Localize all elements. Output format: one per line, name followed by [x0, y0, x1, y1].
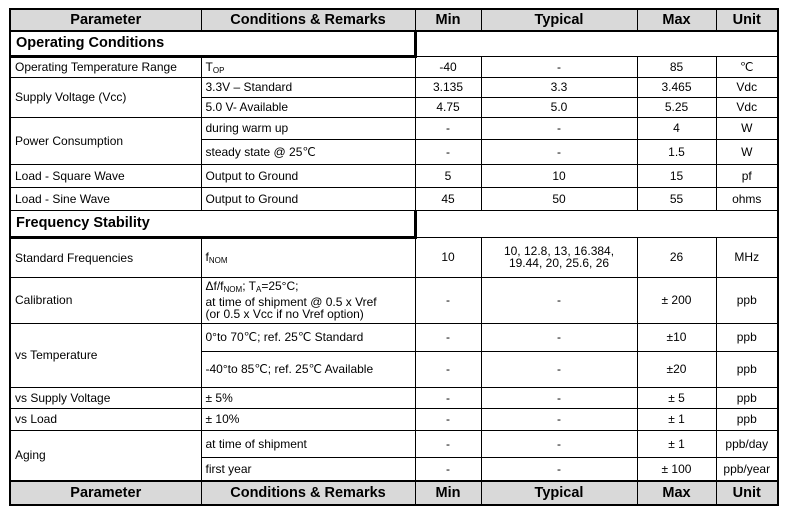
table-row [10, 187, 778, 210]
unit-cell: W [716, 139, 778, 164]
section-filler [415, 210, 778, 237]
max-cell: 55 [637, 187, 716, 210]
min-cell: -40 [415, 56, 481, 77]
typical-cell: 50 [481, 187, 637, 210]
condition-cell [201, 277, 415, 323]
typical-cell: 3.3 [481, 77, 637, 97]
typical-cell: - [481, 139, 637, 164]
condition-cell: steady state @ 25℃ [201, 139, 415, 164]
min-cell: 10 [415, 237, 481, 277]
table-row [10, 408, 778, 430]
condition-cell: 0°to 70℃; ref. 25℃ Standard [201, 323, 415, 351]
condition-line [206, 280, 411, 296]
col-footer-unit: Unit [716, 481, 778, 505]
condition-line: (or 0.5 x Vcc if no Vref option) [205, 307, 364, 321]
typical-cell: 5.0 [481, 97, 637, 117]
section-row-frequency [10, 210, 778, 237]
col-footer-typical: Typical [481, 481, 637, 505]
condition-subscript: OP [212, 65, 225, 75]
condition-cell: Output to Ground [201, 187, 415, 210]
table-row [10, 387, 778, 408]
unit-cell: ℃ [716, 56, 778, 77]
unit-cell: W [716, 117, 778, 139]
param-cell: Aging [10, 430, 201, 481]
condition-cell [201, 56, 415, 77]
section-row-operating [10, 31, 778, 56]
typical-cell: - [481, 56, 637, 77]
condition-text: =25°C; [261, 279, 299, 293]
min-cell: - [415, 323, 481, 351]
condition-cell: 3.3V – Standard [201, 77, 415, 97]
unit-cell: Vdc [716, 77, 778, 97]
table-row [10, 430, 778, 457]
min-cell: - [415, 457, 481, 481]
param-cell: Load - Square Wave [10, 164, 201, 187]
col-header-min: Min [415, 9, 481, 31]
max-cell: 85 [637, 56, 716, 77]
unit-cell: pf [716, 164, 778, 187]
condition-cell [201, 237, 415, 277]
section-title-frequency: Frequency Stability [10, 210, 415, 237]
param-cell: Operating Temperature Range [10, 56, 201, 77]
col-footer-max: Max [637, 481, 716, 505]
condition-subscript: A [255, 285, 262, 294]
typical-cell: - [481, 117, 637, 139]
condition-cell: during warm up [201, 117, 415, 139]
max-cell: 1.5 [637, 139, 716, 164]
max-cell: ±20 [637, 351, 716, 387]
col-header-unit: Unit [716, 9, 778, 31]
min-cell: - [415, 351, 481, 387]
param-cell: vs Supply Voltage [10, 387, 201, 408]
min-cell: - [415, 117, 481, 139]
min-cell: 3.135 [415, 77, 481, 97]
header-row-bottom [10, 481, 778, 505]
col-footer-parameter: Parameter [10, 481, 201, 505]
typical-cell: - [481, 457, 637, 481]
max-cell: ± 1 [637, 408, 716, 430]
max-cell: ± 5 [637, 387, 716, 408]
specifications-table [9, 8, 779, 506]
table-row [10, 164, 778, 187]
col-footer-conditions: Conditions & Remarks [201, 481, 415, 505]
min-cell: - [415, 387, 481, 408]
table-row [10, 237, 778, 277]
condition-cell: Output to Ground [201, 164, 415, 187]
typical-cell: - [481, 387, 637, 408]
condition-cell: ± 5% [201, 387, 415, 408]
max-cell: 26 [637, 237, 716, 277]
max-cell: ± 200 [637, 277, 716, 323]
condition-cell: -40°to 85℃; ref. 25℃ Available [201, 351, 415, 387]
section-title-operating: Operating Conditions [10, 31, 415, 56]
col-header-conditions: Conditions & Remarks [201, 9, 415, 31]
condition-cell: at time of shipment [201, 430, 415, 457]
condition-cell: ± 10% [201, 408, 415, 430]
unit-cell: ppb [716, 277, 778, 323]
unit-cell: ppb [716, 387, 778, 408]
header-row-top [10, 9, 778, 31]
param-cell: Calibration [10, 277, 201, 323]
max-cell: ±10 [637, 323, 716, 351]
unit-cell: Vdc [716, 97, 778, 117]
unit-cell: ppb [716, 323, 778, 351]
col-footer-min: Min [415, 481, 481, 505]
condition-subscript: NOM [208, 256, 228, 265]
max-cell: ± 1 [637, 430, 716, 457]
unit-cell: MHz [716, 237, 778, 277]
table-row [10, 323, 778, 351]
col-header-typical: Typical [481, 9, 637, 31]
min-cell: 5 [415, 164, 481, 187]
table-row [10, 77, 778, 97]
table-row [10, 117, 778, 139]
param-cell: vs Load [10, 408, 201, 430]
unit-cell: ohms [716, 187, 778, 210]
condition-text: f [205, 250, 209, 264]
param-cell: Standard Frequencies [10, 237, 201, 277]
max-cell: ± 100 [637, 457, 716, 481]
param-cell: Load - Sine Wave [10, 187, 201, 210]
typical-cell: 10 [481, 164, 637, 187]
condition-text: Δf/f [205, 279, 224, 293]
typical-cell: - [481, 351, 637, 387]
table-row [10, 56, 778, 77]
typical-line: 19.44, 20, 25.6, 26 [508, 256, 610, 270]
typical-cell: - [481, 430, 637, 457]
min-cell: 45 [415, 187, 481, 210]
typical-cell [481, 237, 637, 277]
section-filler [415, 31, 778, 56]
param-cell: Supply Voltage (Vcc) [10, 77, 201, 117]
min-cell: - [415, 430, 481, 457]
param-cell: vs Temperature [10, 323, 201, 387]
condition-text: ; T [242, 279, 256, 293]
unit-cell: ppb/year [716, 457, 778, 481]
typical-line: 10, 12.8, 13, 16.384, [503, 244, 615, 258]
col-header-max: Max [637, 9, 716, 31]
typical-cell: - [481, 323, 637, 351]
min-cell: - [415, 408, 481, 430]
min-cell: - [415, 139, 481, 164]
typical-cell: - [481, 277, 637, 323]
min-cell: - [415, 277, 481, 323]
max-cell: 15 [637, 164, 716, 187]
unit-cell: ppb [716, 351, 778, 387]
condition-text: T [205, 59, 213, 74]
condition-subscript: NOM [223, 285, 243, 294]
table-row [10, 277, 778, 323]
condition-cell: 5.0 V- Available [201, 97, 415, 117]
typical-cell: - [481, 408, 637, 430]
condition-cell: first year [201, 457, 415, 481]
condition-line: at time of shipment @ 0.5 x Vref [205, 295, 377, 309]
col-header-parameter: Parameter [10, 9, 201, 31]
max-cell: 5.25 [637, 97, 716, 117]
max-cell: 4 [637, 117, 716, 139]
unit-cell: ppb/day [716, 430, 778, 457]
min-cell: 4.75 [415, 97, 481, 117]
max-cell: 3.465 [637, 77, 716, 97]
param-cell: Power Consumption [10, 117, 201, 164]
unit-cell: ppb [716, 408, 778, 430]
